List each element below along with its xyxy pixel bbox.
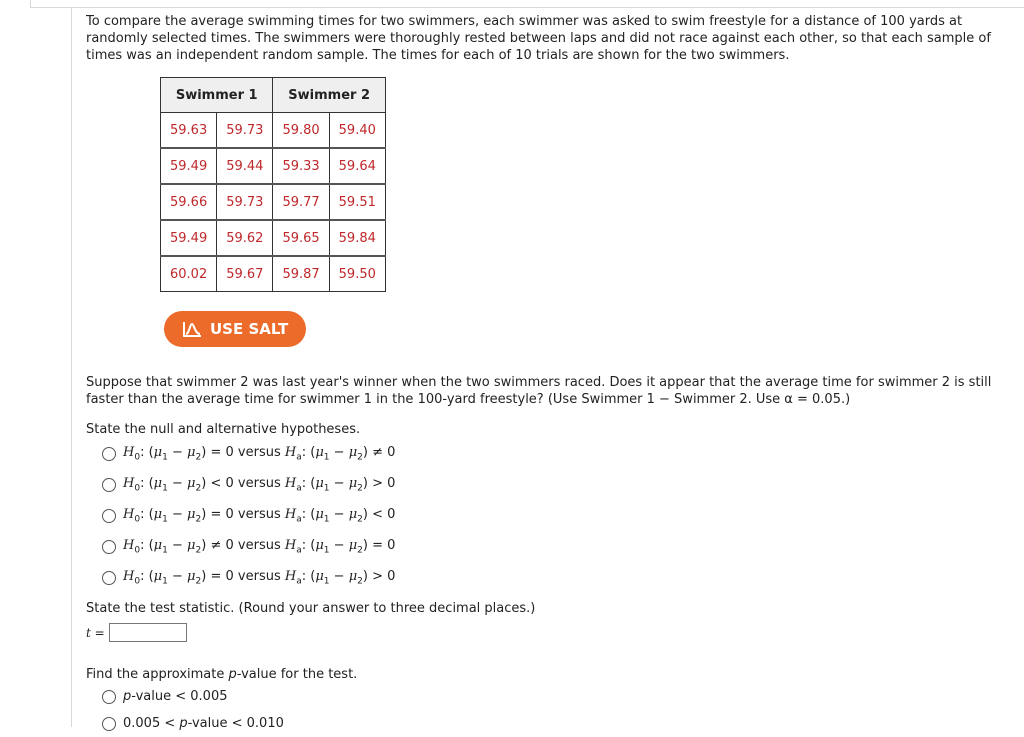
pvalue-prompt-post: -value for the test.: [236, 667, 358, 682]
pvalue-options: [86, 683, 1011, 737]
t-stat-row: [86, 623, 1011, 642]
hypothesis-text: $H_0$: $(\mu_1 - \mu_2) = 0$ versus $H_a$: $(\mu_1 - \mu_2) > 0$: [123, 568, 396, 587]
radio-button[interactable]: [102, 447, 116, 461]
hypothesis-text: $H_0$: $(\mu_1 - \mu_2) < 0$ versus $H_a$: $(\mu_1 - \mu_2) > 0$: [123, 475, 396, 494]
table-row: [161, 220, 386, 256]
pvalue-prompt-pre: Find the approximate: [86, 667, 229, 682]
radio-button[interactable]: [102, 571, 116, 585]
table-cell: 59.77: [273, 184, 329, 220]
pvalue-option-1[interactable]: [102, 683, 1011, 710]
pvalue-prompt: [86, 666, 1011, 683]
table-body: [161, 113, 386, 292]
pvalue-prompt-p: p: [228, 667, 237, 682]
table-cell: 59.67: [217, 256, 273, 292]
test-stat-prompt: State the test statistic. (Round your answer to three decimal places.): [86, 601, 536, 616]
page-frame-left: [71, 7, 72, 727]
header-swimmer-1: Swimmer 1: [161, 78, 273, 113]
pvalue-option-2[interactable]: [102, 710, 1011, 737]
table-cell: 59.40: [329, 113, 385, 149]
t-label: t =: [86, 625, 105, 640]
pvalue-option-text: p-value < 0.005: [123, 689, 228, 704]
t-stat-input[interactable]: [109, 623, 187, 642]
table-cell: 59.62: [217, 220, 273, 256]
table-cell: 59.73: [217, 113, 273, 149]
hypotheses-prompt: State the null and alternative hypotheses.: [86, 422, 361, 437]
swim-times-table: [160, 77, 386, 292]
table-cell: 59.87: [273, 256, 329, 292]
pvalue-option-text: 0.005 < p-value < 0.010: [123, 716, 284, 731]
radio-button[interactable]: [102, 540, 116, 554]
hypothesis-option-1[interactable]: [102, 438, 1011, 469]
hypothesis-option-5[interactable]: [102, 562, 1011, 593]
table-cell: 59.65: [273, 220, 329, 256]
table-cell: 59.73: [217, 184, 273, 220]
hypothesis-option-3[interactable]: [102, 500, 1011, 531]
table-cell: 59.66: [161, 184, 217, 220]
table-cell: 59.44: [217, 148, 273, 184]
table-cell: 59.64: [329, 148, 385, 184]
hypothesis-text: $H_0$: $(\mu_1 - \mu_2) = 0$ versus $H_a$: $(\mu_1 - \mu_2) \ne 0$: [123, 444, 396, 463]
table-cell: 59.49: [161, 148, 217, 184]
use-salt-label: USE SALT: [210, 320, 289, 338]
table-cell: 59.50: [329, 256, 385, 292]
radio-button[interactable]: [102, 478, 116, 492]
hypothesis-text: $H_0$: $(\mu_1 - \mu_2) \ne 0$ versus $H_a$: $(\mu_1 - \mu_2) = 0$: [123, 537, 396, 556]
salt-chart-icon: [182, 321, 202, 337]
table-cell: 59.51: [329, 184, 385, 220]
intro-text: To compare the average swimming times for two swimmers, each swimmer was asked to swim freestyle for a distance of 100 yards at randomly selected times. The swimmers were thoroughly rested between laps and did not race against each other, so that each sample of times was an independent random sample. The times for each of 10 trials are shown for the two swimmers.: [86, 14, 991, 63]
hypotheses-options: [86, 438, 1011, 593]
table-row: [161, 256, 386, 292]
hypothesis-text: $H_0$: $(\mu_1 - \mu_2) = 0$ versus $H_a$: $(\mu_1 - \mu_2) < 0$: [123, 506, 396, 525]
hypothesis-option-2[interactable]: [102, 469, 1011, 500]
table-cell: 59.33: [273, 148, 329, 184]
hypothesis-option-4[interactable]: [102, 531, 1011, 562]
table-cell: 60.02: [161, 256, 217, 292]
question-text: Suppose that swimmer 2 was last year's winner when the two swimmers raced. Does it appear that the average time for swimmer 2 is still faster than the average time for swimmer 1 in the 100-yard freestyle? (Use Swimmer 1 − Swimmer 2. Use α = 0.05.): [86, 375, 992, 407]
table-row: [161, 113, 386, 149]
header-swimmer-2: Swimmer 2: [273, 78, 385, 113]
table-row: [161, 148, 386, 184]
radio-button[interactable]: [102, 690, 116, 704]
radio-button[interactable]: [102, 509, 116, 523]
table-row: [161, 184, 386, 220]
table-cell: 59.63: [161, 113, 217, 149]
page-frame-top: [30, 0, 1024, 8]
table-cell: 59.49: [161, 220, 217, 256]
table-cell: 59.80: [273, 113, 329, 149]
radio-button[interactable]: [102, 717, 116, 731]
table-cell: 59.84: [329, 220, 385, 256]
use-salt-button[interactable]: [164, 311, 306, 347]
question-content: [86, 13, 1011, 737]
